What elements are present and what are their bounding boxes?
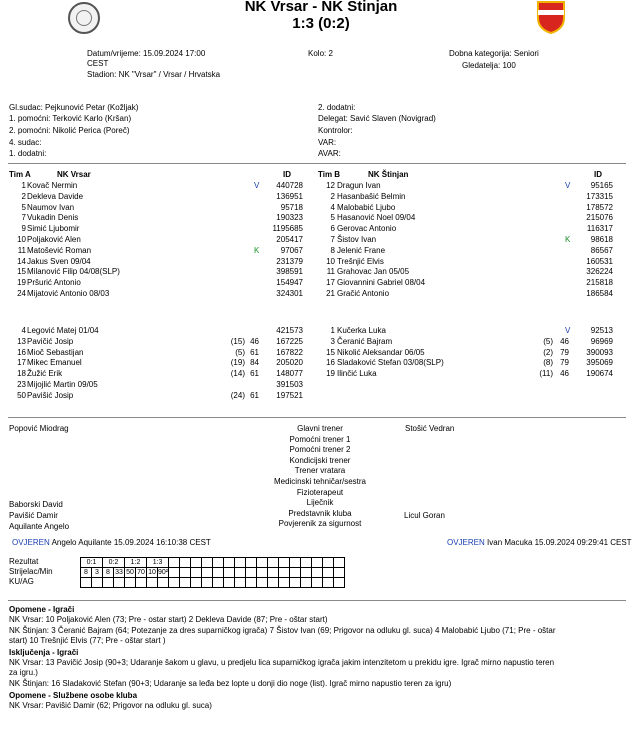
scorer-label: Strijelac/Min	[9, 567, 53, 576]
sub-minute: 61	[250, 347, 259, 357]
score-cell: 0:1	[81, 558, 103, 568]
player-name: Gerovac Antonio	[337, 224, 397, 234]
ku-ag-cell	[279, 578, 290, 588]
scorer-cell	[213, 568, 224, 578]
player-id: 186584	[586, 289, 613, 298]
staff-warning-team-a: NK Vrsar: Pavišić Damir (62; Prigovor na odluku gl. suca)	[9, 701, 212, 710]
player-name: Trešnjić Elvis	[337, 256, 384, 266]
sub-minute: 79	[560, 358, 569, 368]
team-b-id-header: ID	[594, 170, 602, 179]
staff-role: Fizioterapeut	[296, 487, 344, 497]
divider	[8, 163, 626, 164]
sub-id: 190674	[586, 369, 613, 379]
sub-replaced: (24)	[230, 390, 245, 400]
player-id: 215076	[586, 213, 613, 223]
player-id: 136951	[276, 191, 303, 201]
staff-role: Pomoćni trener 2	[289, 445, 351, 455]
scorer-cell	[235, 568, 246, 578]
divider	[8, 600, 626, 601]
sub-number: 15	[326, 347, 335, 357]
score-cell	[279, 558, 290, 568]
verification-left	[12, 538, 211, 547]
player-id: 326224	[586, 267, 613, 277]
score-cell	[290, 558, 301, 568]
player-number: 5	[330, 213, 335, 223]
scorer-cell: 90²	[158, 569, 169, 576]
player-name: Dekleva Davide	[27, 191, 84, 201]
player-name: Jakus Sven 09/04	[27, 256, 91, 266]
sub-minute: 46	[560, 369, 569, 379]
sub-number: 1	[330, 326, 335, 335]
sub-name: Mijojlić Martin 09/05	[27, 380, 98, 389]
player-id: 205417	[276, 235, 303, 244]
player-name: Dragun Ivan	[337, 181, 381, 190]
player-number: 4	[330, 202, 335, 212]
ku-ag-cell	[114, 578, 125, 588]
player-name: Pršurić Antonio	[27, 278, 81, 288]
ku-ag-cell	[81, 578, 92, 588]
staff-role: Predstavnik kluba	[288, 508, 352, 518]
additional-official-2: 2. dodatni:	[318, 103, 356, 112]
player-number: 10	[326, 256, 335, 266]
score-cell	[224, 558, 235, 568]
scorer-cell	[334, 568, 345, 578]
player-number: 11	[326, 267, 335, 277]
player-name: Simić Ljubomir	[27, 224, 80, 234]
score-grid	[80, 557, 345, 588]
player-name: Naumov Ivan	[27, 202, 75, 212]
sub-replaced: (11)	[539, 369, 553, 379]
age-category: Dobna kategorija: Seniori	[449, 49, 539, 58]
sub-minute: 79	[560, 347, 569, 357]
team-a-label: Tim A	[9, 170, 31, 179]
player-id: 154947	[276, 278, 303, 288]
match-round: Kolo: 2	[308, 49, 333, 58]
player-name: Hasanović Noel 09/04	[337, 213, 416, 223]
sub-replaced: (14)	[230, 369, 245, 379]
ku-ag-cell	[290, 578, 301, 588]
sub-replaced: (19)	[230, 358, 245, 368]
match-stadium: Stadion: NK "Vrsar" / Vrsar / Hrvatska	[87, 70, 221, 79]
ku-ag-cell	[180, 578, 191, 588]
exclusion-team-b: NK Štinjan: 16 Sladaković Stefan (90+3; Udaranje sa leđa bez lopte u donji dio noge (list). Igrač mirno napustio teren za igru)	[9, 679, 452, 688]
player-name: Šistov Ivan	[337, 235, 377, 244]
player-id: 231379	[276, 256, 303, 266]
scorer-cell: 8	[81, 568, 92, 578]
team-a-id-header: ID	[283, 170, 291, 179]
scorer-cell	[246, 568, 257, 578]
scorer-cell	[169, 568, 180, 578]
scorer-cell	[268, 568, 279, 578]
player-name: Grahovac Jan 05/05	[337, 267, 410, 277]
sub-number: 3	[330, 336, 335, 346]
sub-minute: 84	[250, 358, 259, 368]
score-cell: 0:2	[103, 558, 125, 568]
ku-ag-cell	[136, 578, 147, 588]
controller: Kontrolor:	[318, 126, 353, 135]
sub-name: Kučerka Luka	[337, 326, 386, 335]
sub-id: 96969	[590, 336, 613, 346]
player-name: Giovannini Gabriel 08/04	[337, 278, 426, 288]
scorer-cell	[301, 568, 312, 578]
player-number: 17	[326, 278, 335, 288]
sub-number: 16	[326, 358, 335, 368]
avar-official: AVAR:	[318, 149, 341, 158]
sub-name: Čeranić Bajram	[337, 336, 393, 346]
sub-minute: 61	[250, 369, 259, 379]
player-id: 95718	[280, 202, 303, 212]
staff-role: Glavni trener	[297, 424, 343, 433]
team-b-head-coach: Stošić Vedran	[405, 424, 455, 433]
ku-ag-cell	[92, 578, 103, 588]
scorer-cell: 8	[103, 568, 114, 578]
exclusion-team-a-cont: za igru.)	[9, 668, 38, 677]
team-b-club-rep: Licul Goran	[404, 511, 445, 520]
player-number: 7	[21, 213, 26, 223]
player-number: 21	[326, 289, 335, 298]
player-id: 95165	[590, 181, 613, 190]
player-id: 398591	[276, 267, 303, 277]
player-id: 440728	[276, 181, 303, 190]
scorer-cell	[224, 568, 235, 578]
goalkeeper-mark: V	[565, 326, 571, 335]
sub-id: 390093	[586, 347, 613, 357]
player-id: 160531	[586, 256, 613, 266]
player-id: 1195685	[272, 224, 303, 234]
player-number: 11	[17, 245, 26, 255]
staff-role: Pomoćni trener 1	[289, 434, 351, 444]
scorer-cell	[202, 568, 213, 578]
sub-name: Pavišić Josip	[27, 390, 74, 400]
score-label: Rezultat	[9, 557, 39, 566]
scorer-cell	[323, 568, 334, 578]
player-id: 116317	[586, 224, 613, 234]
team-a-name: NK Vrsar	[57, 170, 91, 179]
score-cell	[191, 558, 202, 568]
ku-ag-label: KU/AG	[9, 577, 34, 586]
verification-right	[447, 538, 632, 547]
match-datetime: Datum/vrijeme: 15.09.2024 17:00	[87, 49, 206, 58]
score-cell	[301, 558, 312, 568]
player-name: Kovač Nermin	[27, 181, 78, 190]
sub-replaced: (5)	[235, 347, 245, 357]
score-cell	[213, 558, 224, 568]
sub-name: Sladaković Stefan 03/08(SLP)	[337, 358, 444, 368]
score-cell	[246, 558, 257, 568]
player-number: 15	[17, 267, 26, 277]
player-number: 6	[330, 224, 335, 234]
sub-id: 197521	[276, 390, 303, 400]
scorer-cell: 3	[92, 568, 103, 578]
player-number: 24	[17, 289, 26, 298]
player-number: 5	[21, 202, 26, 212]
spectators: Gledatelja: 100	[462, 61, 516, 70]
ku-ag-cell	[213, 578, 224, 588]
verified-by: Ivan Macuka 15.09.2024 09:29:41 CEST	[487, 538, 632, 547]
sub-minute: 61	[250, 390, 259, 400]
assistant-referee-1: 1. pomoćni: Terković Karlo (Kršan)	[9, 114, 132, 123]
var-official: VAR:	[318, 138, 337, 147]
staff-role: Povjerenik za sigurnost	[278, 519, 362, 529]
team-a-head-coach: Popović Miodrag	[9, 424, 69, 433]
staff-role: Kondicijski trener	[289, 455, 351, 465]
sub-replaced: (2)	[543, 347, 553, 357]
player-name: Gračić Antonio	[337, 289, 390, 298]
ku-ag-cell	[268, 578, 279, 588]
player-name: Hasanbašić Belmin	[337, 191, 406, 201]
player-number: 2	[330, 191, 335, 201]
player-id: 173315	[586, 191, 613, 201]
ku-ag-cell	[235, 578, 246, 588]
ku-ag-cell	[301, 578, 312, 588]
player-name: Milanović Filip 04/08(SLP)	[27, 267, 120, 277]
scorer-cell: 33	[115, 569, 123, 576]
ku-ag-cell	[246, 578, 257, 588]
sub-number: 17	[17, 358, 26, 368]
sub-number: 18	[17, 369, 26, 379]
ku-ag-cell	[191, 578, 202, 588]
sub-name: Ilinčić Luka	[337, 369, 377, 379]
sub-number: 16	[17, 347, 26, 357]
team-b-label: Tim B	[318, 170, 341, 179]
sub-replaced: (15)	[230, 336, 245, 346]
player-name: Vukadin Denis	[27, 213, 79, 223]
player-number: 7	[330, 235, 335, 244]
player-id: 97067	[280, 245, 303, 255]
warnings-team-b: NK Štinjan: 3 Čeranić Bajram (64; Potezanje za dres suparničkog igrača) 7 Šistov Ivan (69; Prigovor na odluku gl. suca) 4 Malobabić Ljubo (71; Pre - oštar	[9, 626, 556, 635]
sub-number: 13	[17, 336, 26, 346]
sub-replaced: (5)	[543, 336, 553, 346]
player-id: 98618	[590, 235, 613, 244]
sub-minute: 46	[250, 336, 259, 346]
player-number: 9	[21, 224, 26, 234]
match-timezone: CEST	[87, 59, 109, 68]
score-cell	[235, 558, 246, 568]
sub-number: 50	[17, 390, 26, 400]
ku-ag-cell	[147, 578, 158, 588]
sub-name: Nikolić Aleksandar 06/05	[337, 347, 425, 357]
score-cell: 1:3	[147, 558, 169, 568]
player-id: 215818	[586, 278, 613, 288]
player-id: 178572	[586, 202, 613, 212]
team-a-club-rep: Pavišić Damir	[9, 511, 58, 520]
player-number: 8	[330, 245, 335, 255]
match-title: NK Vrsar - NK Stinjan	[244, 0, 398, 15]
sub-replaced: (8)	[543, 358, 553, 368]
sub-id: 167822	[276, 347, 303, 357]
sub-name: Pavičić Josip	[27, 336, 74, 346]
ku-ag-cell	[202, 578, 213, 588]
player-number: 2	[21, 191, 26, 201]
sub-id: 205020	[276, 358, 303, 368]
scorer-cell	[279, 568, 290, 578]
delegate: Delegat: Savić Slaven (Novigrad)	[318, 114, 436, 123]
player-name: Poljaković Alen	[27, 235, 81, 244]
staff-role: Trener vratara	[294, 466, 346, 476]
sub-number: 19	[326, 369, 335, 379]
scorer-cell	[257, 568, 268, 578]
player-id: 190323	[276, 213, 303, 223]
ku-ag-cell	[224, 578, 235, 588]
scorer-cell: 10	[148, 569, 156, 576]
score-cell	[268, 558, 279, 568]
ku-ag-cell	[158, 578, 169, 588]
verified-label: OVJEREN	[12, 538, 50, 547]
warnings-team-b-cont: start) 10 Trešnjić Elvis (77; Pre - oštar start )	[9, 636, 166, 645]
player-name: Malobabić Ljubo	[337, 202, 396, 212]
sub-name: Žužić Erik	[27, 369, 63, 379]
exclusion-team-a: NK Vrsar: 13 Pavičić Josip (90+3; Udaranje šakom u glavu, u predjelu lica suparničkog igrača jakim intenzitetom u prekidu igre. Igrač mirno napustio teren	[9, 658, 555, 667]
player-name: Matošević Roman	[27, 245, 92, 255]
ku-ag-cell	[257, 578, 268, 588]
score-cell	[334, 558, 345, 568]
staff-warnings-title: Opomene - Službene osobe kluba	[9, 691, 138, 700]
sub-number: 4	[21, 326, 26, 335]
verified-label: OVJEREN	[447, 538, 485, 547]
team-a-doctor: Baborski David	[9, 500, 63, 509]
ku-ag-cell	[312, 578, 323, 588]
sub-number: 23	[17, 380, 26, 389]
player-name: Jelenić Frane	[337, 245, 386, 255]
captain-mark: K	[254, 245, 260, 255]
staff-role: Liječnik	[306, 498, 334, 508]
score-cell	[312, 558, 323, 568]
verified-by: Angelo Aquilante 15.09.2024 16:10:38 CEST	[51, 538, 211, 547]
sub-id: 92513	[590, 326, 613, 335]
score-cell	[323, 558, 334, 568]
staff-role: Medicinski tehničar/sestra	[273, 477, 367, 486]
divider	[8, 417, 626, 418]
sub-id: 391503	[276, 380, 303, 389]
score-cell	[169, 558, 180, 568]
match-score: 1:3 (0:2)	[292, 15, 350, 32]
ku-ag-cell	[125, 578, 136, 588]
warnings-title: Opomene - Igrači	[9, 605, 75, 614]
score-cell: 1:2	[125, 558, 147, 568]
scorer-cell	[191, 568, 202, 578]
player-number: 14	[17, 256, 26, 266]
team-b-name: NK Štinjan	[368, 170, 409, 179]
sub-id: 395069	[586, 358, 613, 368]
player-name: Mijatović Antonio 08/03	[27, 289, 110, 298]
scorer-cell	[180, 568, 191, 578]
player-number: 12	[326, 181, 335, 190]
score-cell	[180, 558, 191, 568]
player-number: 10	[17, 235, 26, 244]
additional-official-1: 1. dodatni:	[9, 149, 47, 158]
ku-ag-cell	[103, 578, 114, 588]
player-id: 86567	[590, 245, 613, 255]
player-number: 19	[17, 278, 26, 288]
score-cell	[257, 558, 268, 568]
sub-id: 167225	[276, 336, 303, 346]
exclusions-title: Isključenja - Igrači	[9, 648, 79, 657]
goalkeeper-mark: V	[565, 181, 571, 190]
captain-mark: K	[565, 235, 571, 244]
sub-minute: 46	[560, 336, 569, 346]
warnings-team-a: NK Vrsar: 10 Poljaković Alen (73; Pre - ostar start) 2 Dekleva Davide (87; Pre - oštar start)	[9, 615, 328, 624]
score-cell	[202, 558, 213, 568]
sub-id: 421573	[276, 326, 303, 335]
goalkeeper-mark: V	[254, 181, 260, 190]
team-a-security: Aquilante Angelo	[9, 522, 70, 531]
player-number: 1	[21, 181, 26, 190]
scorer-cell: 70	[137, 569, 145, 576]
ku-ag-cell	[323, 578, 334, 588]
sub-name: Mioč Sebastijan	[27, 347, 84, 357]
scorer-cell: 50	[126, 569, 134, 576]
scorer-cell	[290, 568, 301, 578]
assistant-referee-2: 2. pomoćni: Nikolić Perica (Poreč)	[9, 126, 130, 135]
sub-id: 148077	[276, 369, 303, 379]
player-id: 324301	[276, 289, 303, 298]
main-referee: Gl.sudac: Pejkunović Petar (Kožljak)	[9, 103, 139, 112]
fourth-official: 4. sudac:	[9, 138, 42, 147]
ku-ag-cell	[334, 578, 345, 588]
sub-name: Mikec Emanuel	[27, 358, 82, 368]
scorer-cell	[312, 568, 323, 578]
sub-name: Legović Matej 01/04	[27, 326, 99, 335]
ku-ag-cell	[169, 578, 180, 588]
